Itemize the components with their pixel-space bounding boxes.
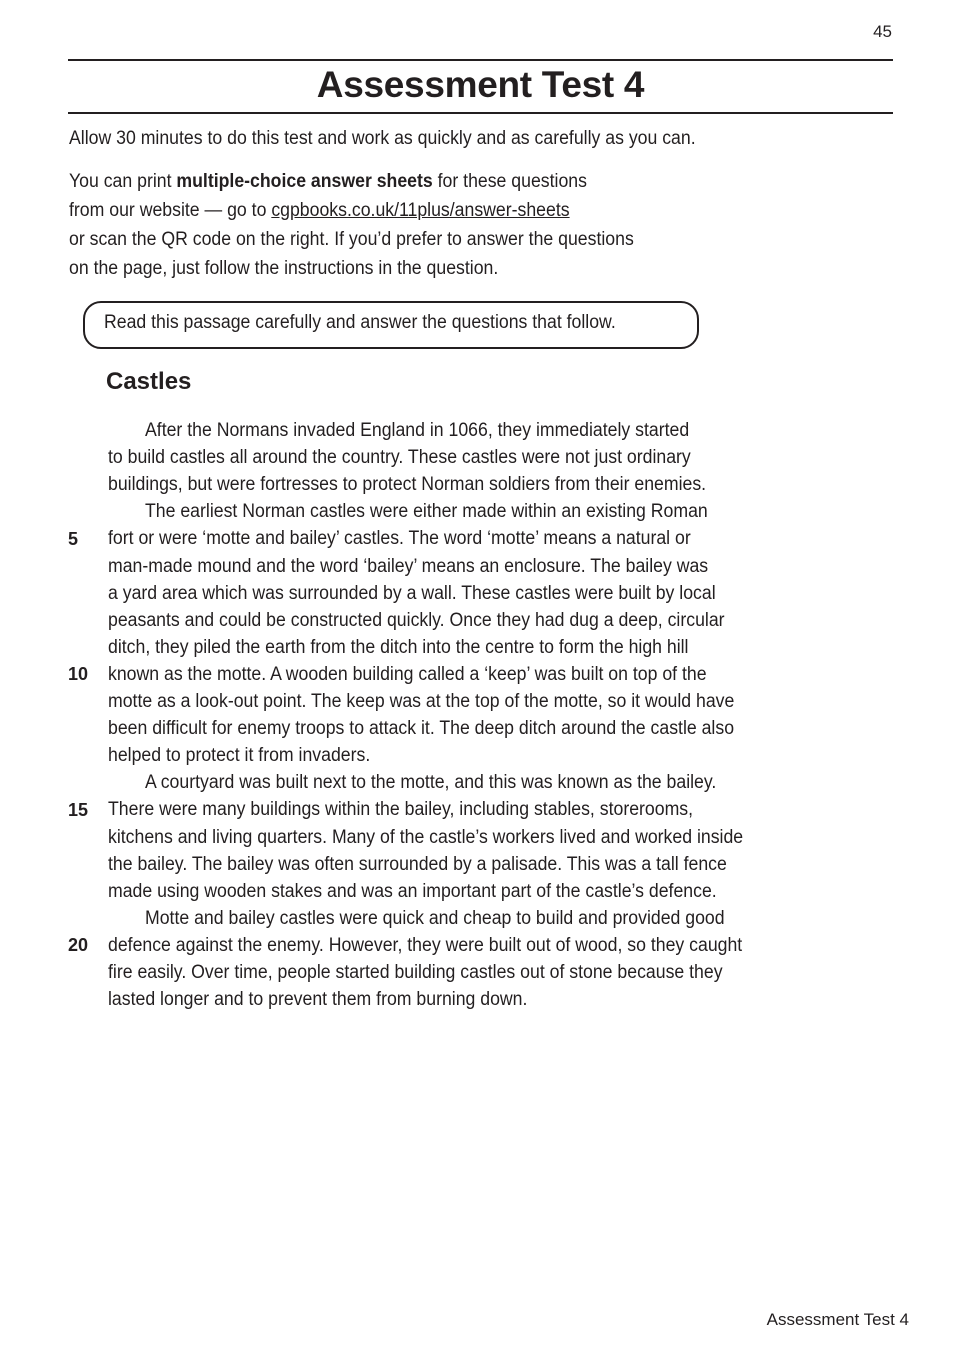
passage-line: known as the motte. A wooden building called a ‘keep’ was built on top of the	[108, 663, 707, 685]
passage-line: peasants and could be constructed quickly. Once they had dug a deep, circular	[108, 609, 725, 631]
passage-line: the bailey. The bailey was often surrounded by a palisade. This was a tall fence	[108, 853, 727, 875]
line-number: 5	[68, 529, 79, 549]
line-number: 10	[68, 664, 89, 684]
intro-text: from our website — go to	[69, 200, 272, 221]
passage-line: made using wooden stakes and was an important part of the castle’s defence.	[108, 880, 717, 902]
intro-time-allowance: Allow 30 minutes to do this test and work as quickly and as carefully as you can.	[69, 128, 696, 149]
intro-website	[69, 200, 570, 222]
passage-line: fort or were ‘motte and bailey’ castles. The word ‘motte’ means a natural or	[108, 528, 691, 550]
passage-line: kitchens and living quarters. Many of the castle’s workers lived and worked inside	[108, 826, 744, 848]
title-rule-bottom	[68, 112, 893, 114]
passage-line: After the Normans invaded England in 1066, they immediately started	[145, 420, 690, 441]
instruction-text: Read this passage carefully and answer the questions that follow.	[104, 312, 616, 333]
passage-line: buildings, but were fortresses to protect Norman soldiers from their enemies.	[108, 474, 707, 496]
passage-line: defence against the enemy. However, they were built out of wood, so they caught	[108, 934, 743, 956]
page-title: Assessment Test 4	[316, 64, 645, 105]
line-number: 15	[68, 800, 89, 820]
passage-line: ditch, they piled the earth from the ditch into the centre to form the high hill	[108, 636, 689, 658]
title-rule-top	[68, 59, 893, 61]
passage-line: motte as a look-out point. The keep was at the top of the motte, so it would have	[108, 691, 735, 712]
intro-text: You can print	[69, 171, 177, 192]
passage-line: lasted longer and to prevent them from burning down.	[108, 989, 528, 1011]
answer-sheets-link[interactable]: cgpbooks.co.uk/11plus/answer-sheets	[271, 200, 570, 221]
passage-line: Motte and bailey castles were quick and cheap to build and provided good	[145, 907, 725, 929]
passage-line: There were many buildings within the bailey, including stables, storerooms,	[108, 799, 694, 821]
passage-line: a yard area which was surrounded by a wall. These castles were built by local	[108, 582, 716, 604]
passage-line: fire easily. Over time, people started building castles out of stone because they	[108, 962, 723, 983]
page-number: 45	[873, 22, 892, 41]
passage-line: man-made mound and the word ‘bailey’ means an enclosure. The bailey was	[108, 555, 709, 577]
passage-line: been difficult for enemy troops to attack it. The deep ditch around the castle also	[108, 718, 735, 740]
intro-answer-sheets	[69, 171, 587, 193]
passage-line: to build castles all around the country. These castles were not just ordinary	[108, 447, 691, 469]
intro-instructions: on the page, just follow the instructions in the question.	[69, 258, 499, 279]
intro-bold-text: multiple-choice answer sheets	[176, 171, 433, 192]
line-number: 20	[68, 935, 89, 955]
passage-line: A courtyard was built next to the motte, and this was known as the bailey.	[145, 772, 717, 794]
intro-text: for these questions	[432, 171, 587, 192]
intro-qr: or scan the QR code on the right. If you’d prefer to answer the questions	[69, 229, 634, 250]
passage-line: helped to protect it from invaders.	[108, 745, 371, 767]
passage-title: Castles	[106, 368, 192, 395]
passage-line: The earliest Norman castles were either made within an existing Roman	[145, 501, 708, 523]
footer-title: Assessment Test 4	[766, 1310, 909, 1329]
